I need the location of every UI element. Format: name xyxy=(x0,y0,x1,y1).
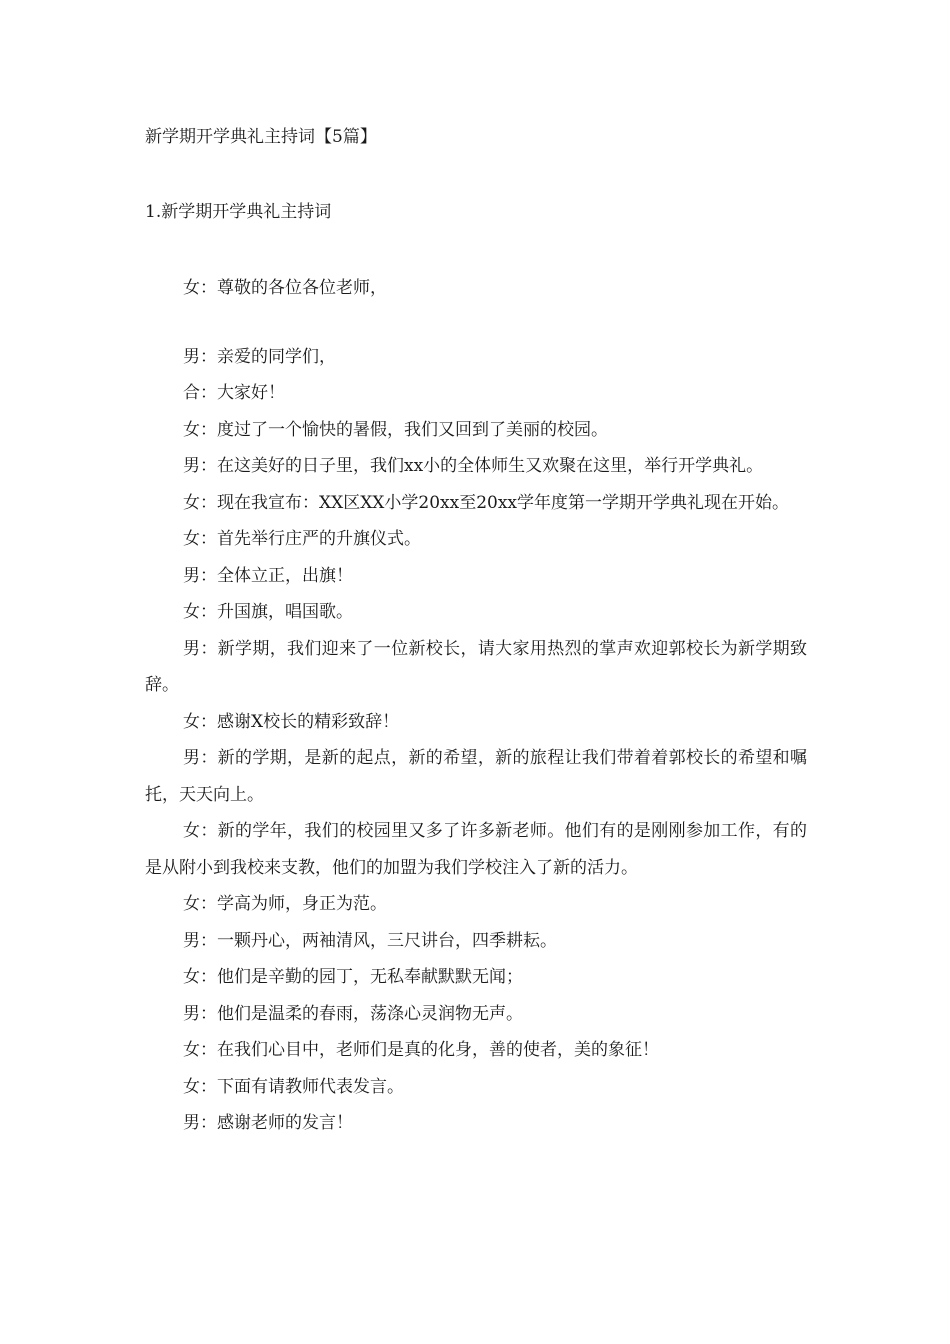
paragraph: 女：首先举行庄严的升旗仪式。 xyxy=(183,529,421,549)
document-title: 新学期开学典礼主持词【5篇】 xyxy=(145,127,377,147)
document-body xyxy=(145,270,807,1142)
paragraph: 男：感谢老师的发言！ xyxy=(183,1113,353,1133)
paragraph: 女：他们是辛勤的园丁，无私奉献默默无闻； xyxy=(183,967,523,987)
paragraph: 女：升国旗，唱国歌。 xyxy=(183,602,353,622)
paragraph: 女：新的学年，我们的校园里又多了许多新老师。他们有的是刚刚参加工作，有的是从附小到我校来支教，他们的加盟为我们学校注入了新的活力。 xyxy=(145,821,807,878)
paragraph: 女：现在我宣布：XX区XX小学20xx至20xx学年度第一学期开学典礼现在开始。 xyxy=(183,492,790,513)
paragraph: 女：度过了一个愉快的暑假，我们又回到了美丽的校园。 xyxy=(183,419,608,440)
paragraph: 女：在我们心目中，老师们是真的化身，善的使者，美的象征！ xyxy=(183,1040,659,1060)
paragraph: 男：新的学期，是新的起点，新的希望，新的旅程让我们带着着郭校长的希望和嘱托，天天向上。 xyxy=(145,748,807,805)
section-heading: 1.新学期开学典礼主持词 xyxy=(145,202,332,222)
paragraph: 男：一颗丹心，两袖清风，三尺讲台，四季耕耘。 xyxy=(183,930,557,951)
paragraph: 女：尊敬的各位各位老师， xyxy=(183,278,387,298)
paragraph: 男：亲爱的同学们， xyxy=(183,346,336,367)
paragraph: 男：全体立正，出旗！ xyxy=(183,565,353,586)
paragraph: 女：感谢X校长的精彩致辞！ xyxy=(183,711,400,732)
paragraph: 男：在这美好的日子里，我们xx小的全体师生又欢聚在这里，举行开学典礼。 xyxy=(183,456,764,476)
paragraph: 男：他们是温柔的春雨，荡涤心灵润物无声。 xyxy=(183,1003,523,1024)
paragraph: 女：学高为师，身正为范。 xyxy=(183,894,387,914)
paragraph: 合：大家好！ xyxy=(183,383,285,403)
paragraph: 女：下面有请教师代表发言。 xyxy=(183,1076,404,1097)
paragraph: 男：新学期，我们迎来了一位新校长，请大家用热烈的掌声欢迎郭校长为新学期致辞。 xyxy=(145,638,807,695)
